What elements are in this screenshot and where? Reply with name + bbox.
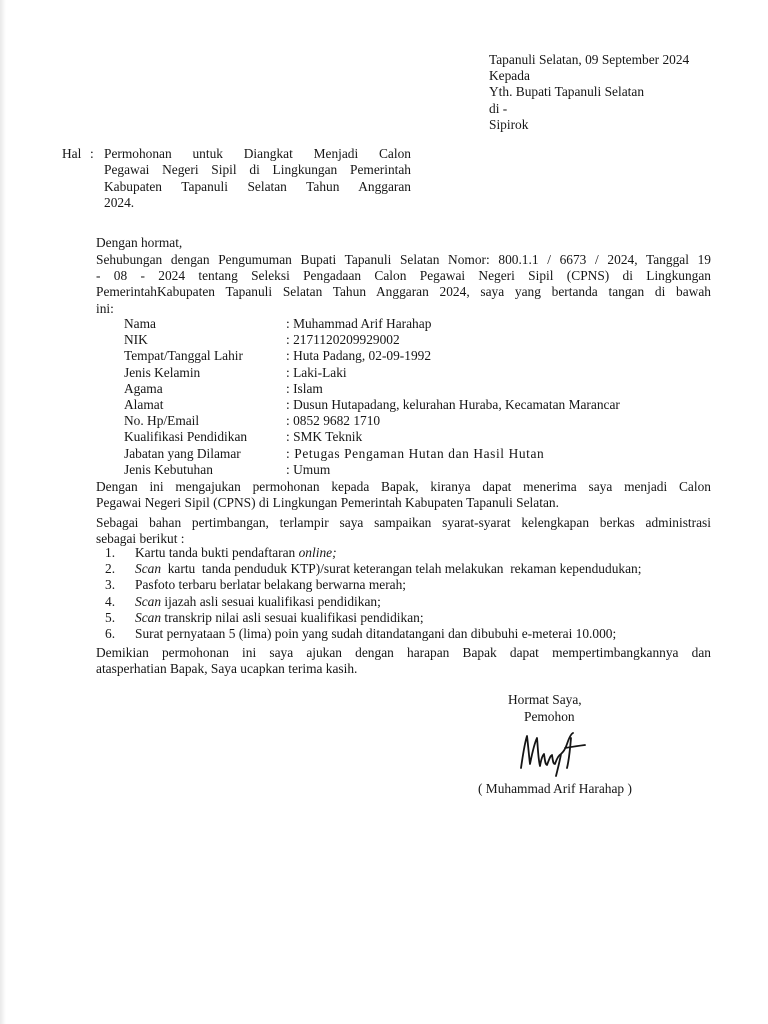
intro-line: - 08 - 2024 tentang Seleksi Pengadaan Calon Pegawai Negeri Sipil (CPNS) di Lingkungan (96, 268, 711, 284)
recipient-city: Sipirok (489, 116, 529, 132)
identity-label: Jenis Kelamin (124, 364, 201, 380)
identity-value: : 0852 9682 1710 (286, 413, 381, 429)
list-text-main: Kartu tanda bukti pendaftaran (135, 545, 299, 560)
list-text-main: kartu tanda penduduk KTP)/surat keterangan telah melakukan rekaman kependudukan; (161, 561, 642, 577)
attachments-intro-line: sebagai berikut : (96, 531, 185, 547)
list-text-main: Pasfoto terbaru berlatar belakang berwarna merah; (135, 577, 407, 593)
list-number: 4. (105, 593, 116, 609)
recipient-address-block (489, 52, 689, 133)
identity-value: : Islam (286, 380, 323, 396)
to-label: Kepada (489, 68, 530, 84)
closing-line: Demikian permohonan ini saya ajukan dengan harapan Bapak dapat mempertimbangkannya dan (96, 645, 711, 660)
list-text-main: ijazah asli sesuai kualifikasi pendidikan; (161, 593, 381, 609)
subject-label: Hal (62, 146, 82, 161)
recipient: Yth. Bupati Tapanuli Selatan (489, 84, 645, 100)
intro-line: ini: (96, 300, 114, 316)
identity-label: NIK (124, 332, 148, 348)
list-text-italic: Scan (135, 609, 162, 625)
list-text (135, 594, 381, 610)
list-text-italic: Scan (135, 561, 162, 577)
identity-value: : Muhammad Arif Harahap (286, 316, 432, 331)
handwritten-signature (515, 730, 590, 780)
identity-label: No. Hp/Email (124, 413, 200, 429)
subject-line: Pegawai Negeri Sipil di Lingkungan Pemerintah (104, 162, 411, 178)
identity-value: : Petugas Pengaman Hutan dan Hasil Hutan (286, 445, 545, 461)
subject-line: 2024. (104, 195, 135, 211)
identity-label: Jabatan yang Dilamar (124, 445, 241, 461)
place-date: Tapanuli Selatan, 09 September 2024 (489, 52, 690, 67)
identity-value: : Laki-Laki (286, 364, 347, 380)
list-text-italic: Scan (135, 593, 162, 609)
di-label: di - (489, 100, 508, 116)
list-text-main: transkrip nilai asli sesuai kualifikasi pendidikan; (161, 609, 424, 625)
identity-value: : SMK Teknik (286, 429, 363, 445)
attachments-intro (96, 515, 711, 547)
closing-line: atasperhatian Bapak, Saya ucapkan terima kasih. (96, 661, 358, 677)
identity-value: : Huta Padang, 02-09-1992 (286, 348, 432, 364)
identity-label: Agama (124, 380, 163, 396)
identity-value: : Dusun Hutapadang, kelurahan Huraba, Kecamatan Marancar (286, 396, 620, 412)
list-number: 6. (105, 625, 116, 641)
list-text (135, 545, 337, 561)
scan-edge (0, 0, 6, 1024)
identity-label: Kualifikasi Pendidikan (124, 429, 248, 445)
request-paragraph (96, 479, 711, 511)
attachments-intro-line: Sebagai bahan pertimbangan, terlampir saya sampaikan syarat-syarat kelengkapan berkas administrasi (96, 515, 711, 530)
identity-label: Jenis Kebutuhan (124, 461, 213, 477)
list-number: 3. (105, 577, 116, 593)
identity-value: : 2171120209929002 (286, 332, 400, 348)
closing-paragraph (96, 645, 711, 677)
request-line: Pegawai Negeri Sipil (CPNS) di Lingkungan Pemerintah Kabupaten Tapanuli Selatan. (96, 495, 559, 511)
subject-line: Kabupaten Tapanuli Selatan Tahun Anggaran (104, 178, 411, 194)
signer-role: Pemohon (524, 709, 575, 724)
list-text (135, 561, 641, 577)
intro-paragraph (96, 252, 711, 317)
signer-name: ( Muhammad Arif Harahap ) (478, 781, 632, 796)
subject-text (104, 146, 411, 212)
intro-line: PemerintahKabupaten Tapanuli Selatan Tahun Anggaran 2024, saya yang bertanda tangan di bawah (96, 284, 711, 300)
subject-line: Permohonan untuk Diangkat Menjadi Calon (104, 146, 411, 161)
regards: Hormat Saya, (508, 692, 582, 707)
identity-label: Tempat/Tanggal Lahir (124, 348, 243, 364)
list-number: 1. (105, 545, 116, 560)
salutation: Dengan hormat, (96, 235, 183, 250)
list-number: 2. (105, 561, 116, 577)
list-text (135, 610, 424, 626)
list-text-main: Surat pernyataan 5 (lima) poin yang sudah ditandatangani dan dibubuhi e-meterai 10.000; (135, 625, 617, 641)
intro-line: Sehubungan dengan Pengumuman Bupati Tapanuli Selatan Nomor: 800.1.1 / 6673 / 2024, Tanggal 19 (96, 252, 711, 267)
subject-colon: : (90, 146, 94, 161)
request-line: Dengan ini mengajukan permohonan kepada Bapak, kiranya dapat menerima saya menjadi Calon (96, 479, 711, 494)
identity-label: Nama (124, 316, 156, 331)
list-text-italic: online; (298, 545, 337, 560)
list-number: 5. (105, 609, 116, 625)
identity-value: : Umum (286, 461, 331, 477)
identity-label: Alamat (124, 396, 164, 412)
